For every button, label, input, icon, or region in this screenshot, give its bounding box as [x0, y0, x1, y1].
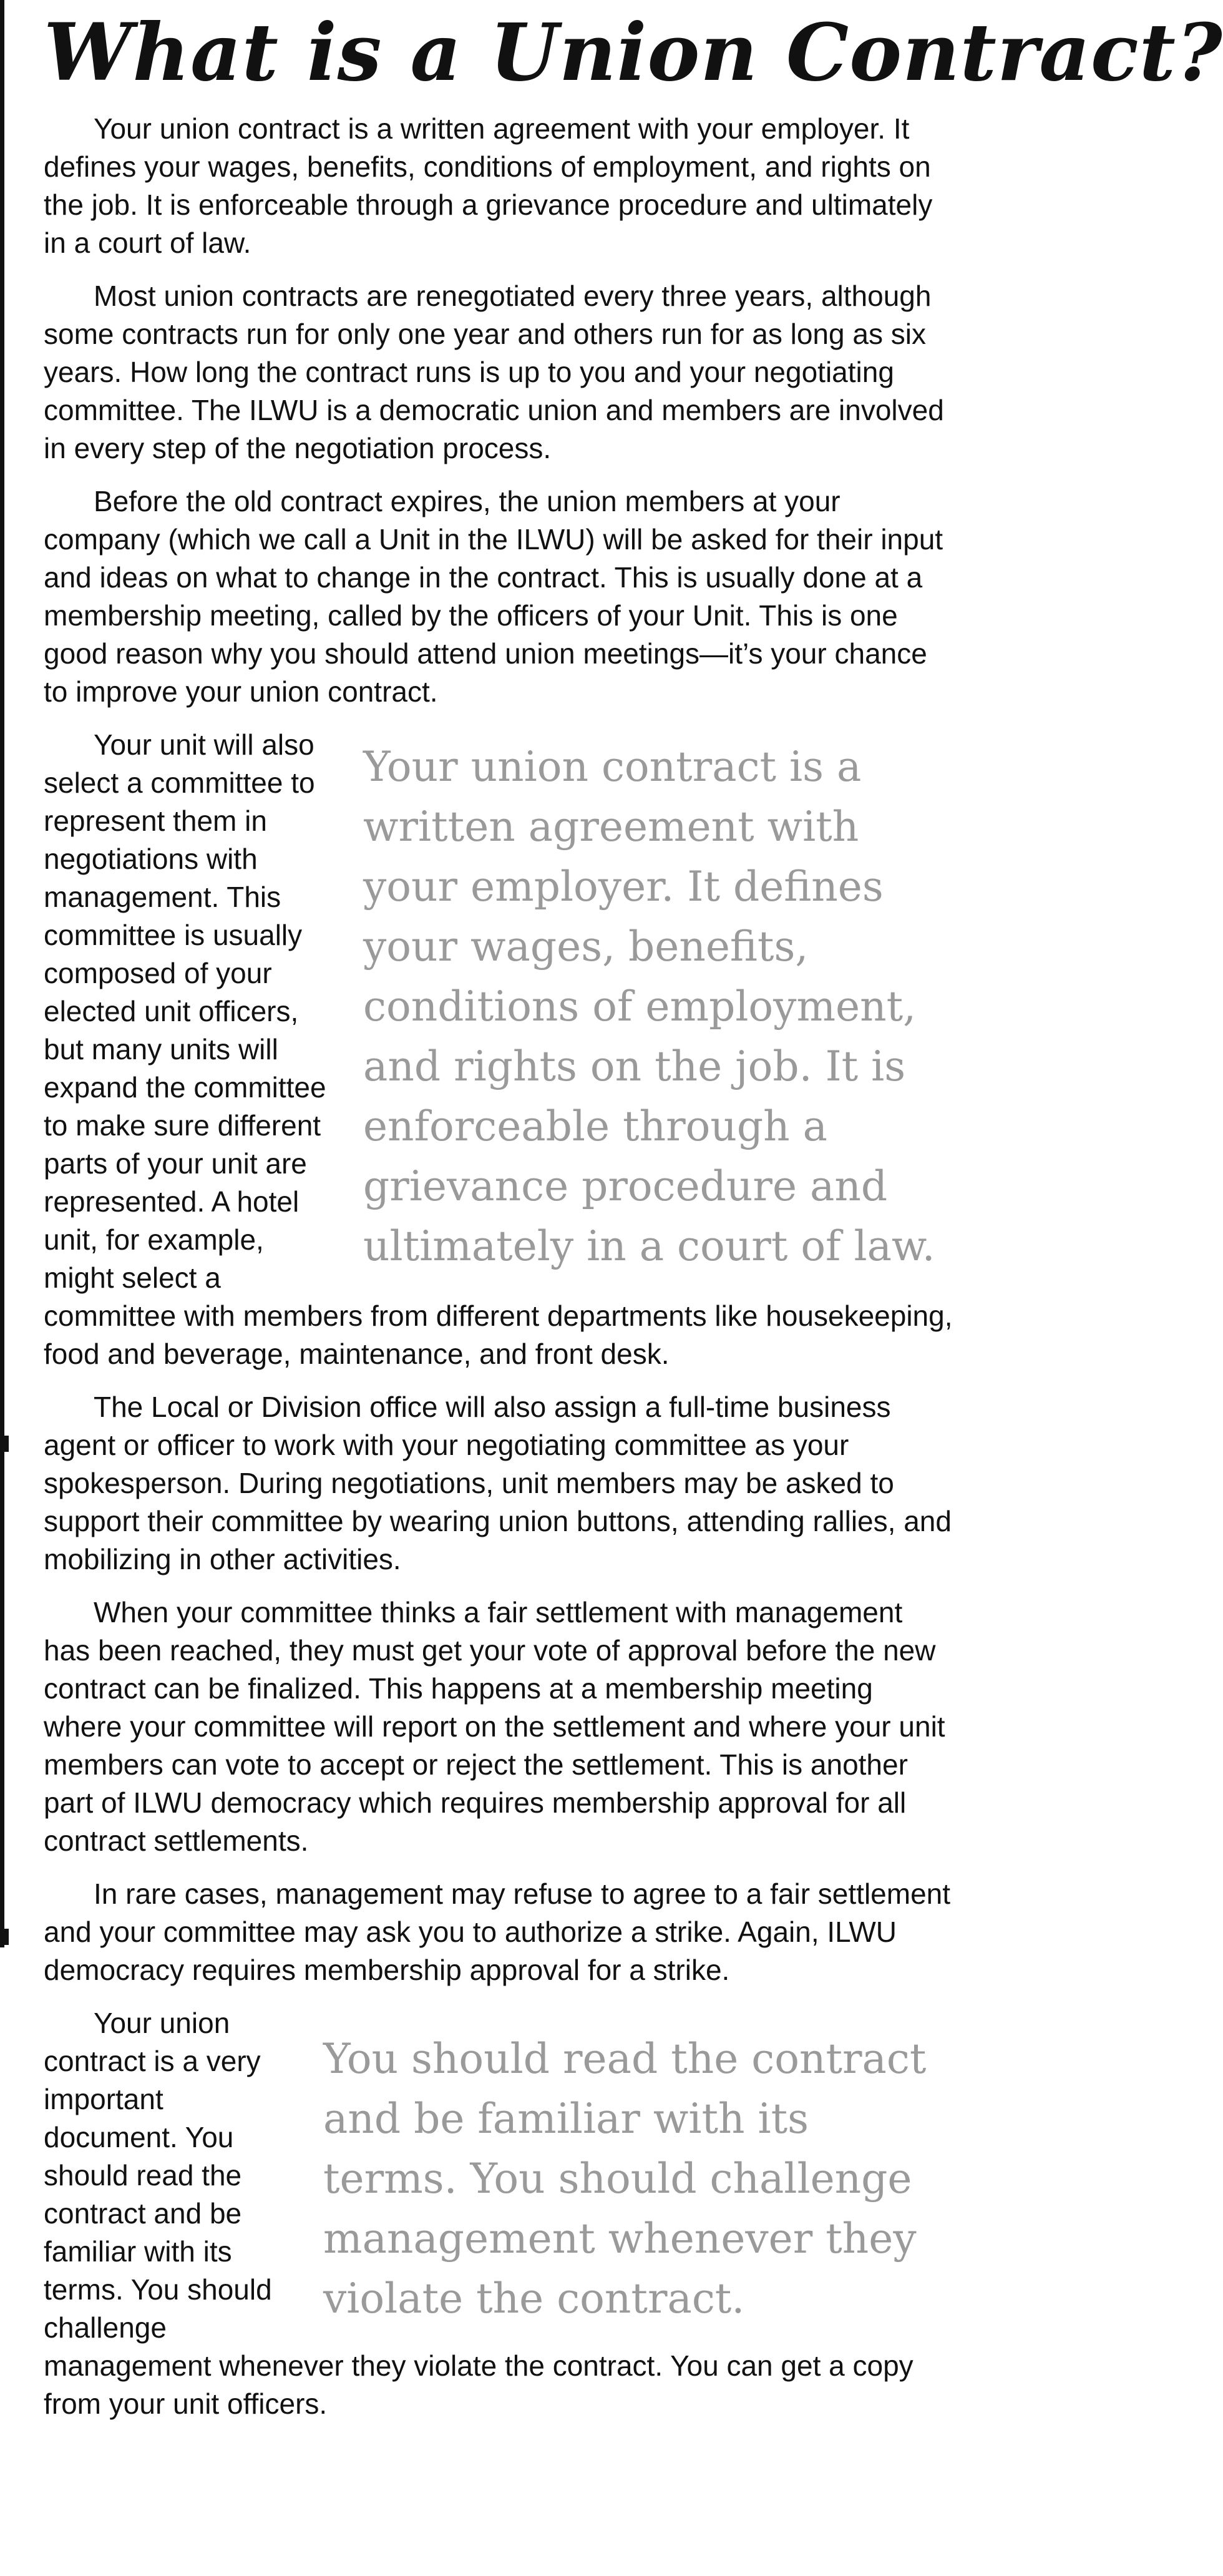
left-margin-rule	[0, 0, 4, 1448]
paragraph-renegotiation: Most union contracts are renegotiated every three years, although some contracts run for only one year and others run for as long as six years. How long the contract runs is up to you and your negotiating committee. The ILWU is a democratic union and members are involved in every step of the negotiation process.	[44, 280, 944, 465]
paragraph-contract-definition: Your union contract is a written agreement with your employer. It defines your wages, benefits, conditions of employment, and rights on the job. It is enforceable through a grievance procedure and ultimately in a court of law.	[44, 112, 933, 260]
pull-quote-contract-definition: Your union contract is a written agreement with your employer. It defines your wages, benefits, conditions of employment, and rights on the job. It is enforceable through a grievance procedure and ultimately in a court of law.	[363, 743, 935, 1271]
left-margin-rule	[0, 1448, 4, 1947]
paragraph-business-agent: The Local or Division office will also assign a full-time business agent or officer to work with your negotiating committee as your spokesperson. During negotiations, unit members may be asked to support their committee by wearing union buttons, attending rallies, and mobilizing in other activities.	[44, 1391, 952, 1576]
article-title: What is a Union Contract?	[44, 6, 1223, 99]
article	[44, 0, 1223, 2438]
paragraph-negotiating-committee: Your unit will also select a committee to represent them in negotiations with management. This committee is usually composed of your elected unit officers, but many units will expand the committee to make sure different parts of your unit are represented. A hotel unit, for example, might select a committee with members from different departments like housekeeping, food and beverage, maintenance, and front desk.	[44, 728, 953, 1371]
pull-quote-read-contract: You should read the contract and be familiar with its terms. You should challenge management whenever they violate the contract.	[323, 2035, 927, 2323]
paragraph-member-input: Before the old contract expires, the union members at your company (which we call a Unit in the ILWU) will be asked for their input and ideas on what to change in the contract. This is usually done at a membership meeting, called by the officers of your Unit. This is one good reason why you should attend union meetings—it’s your chance to improve your union contract.	[44, 485, 943, 708]
left-margin-tick	[0, 1436, 9, 1452]
paragraph-settlement-vote: When your committee thinks a fair settlement with management has been reached, they must get your vote of approval before the new contract can be finalized. This happens at a membership meeting where your committee will report on the settlement and where your unit members can vote to accept or reject the settlement. This is another part of ILWU democracy which requires membership approval for all contract settlements.	[44, 1596, 945, 1858]
paragraph-important-document: Your union contract is a very important document. You should read the contract and be familiar with its terms. You should challenge management whenever they violate the contract. You can get a copy from your unit officers.	[44, 2007, 914, 2421]
left-margin-tick	[0, 1929, 9, 1945]
paragraph-strike-authorization: In rare cases, management may refuse to agree to a fair settlement and your committee may ask you to authorize a strike. Again, ILWU democracy requires membership approval for a strike.	[44, 1878, 951, 1987]
